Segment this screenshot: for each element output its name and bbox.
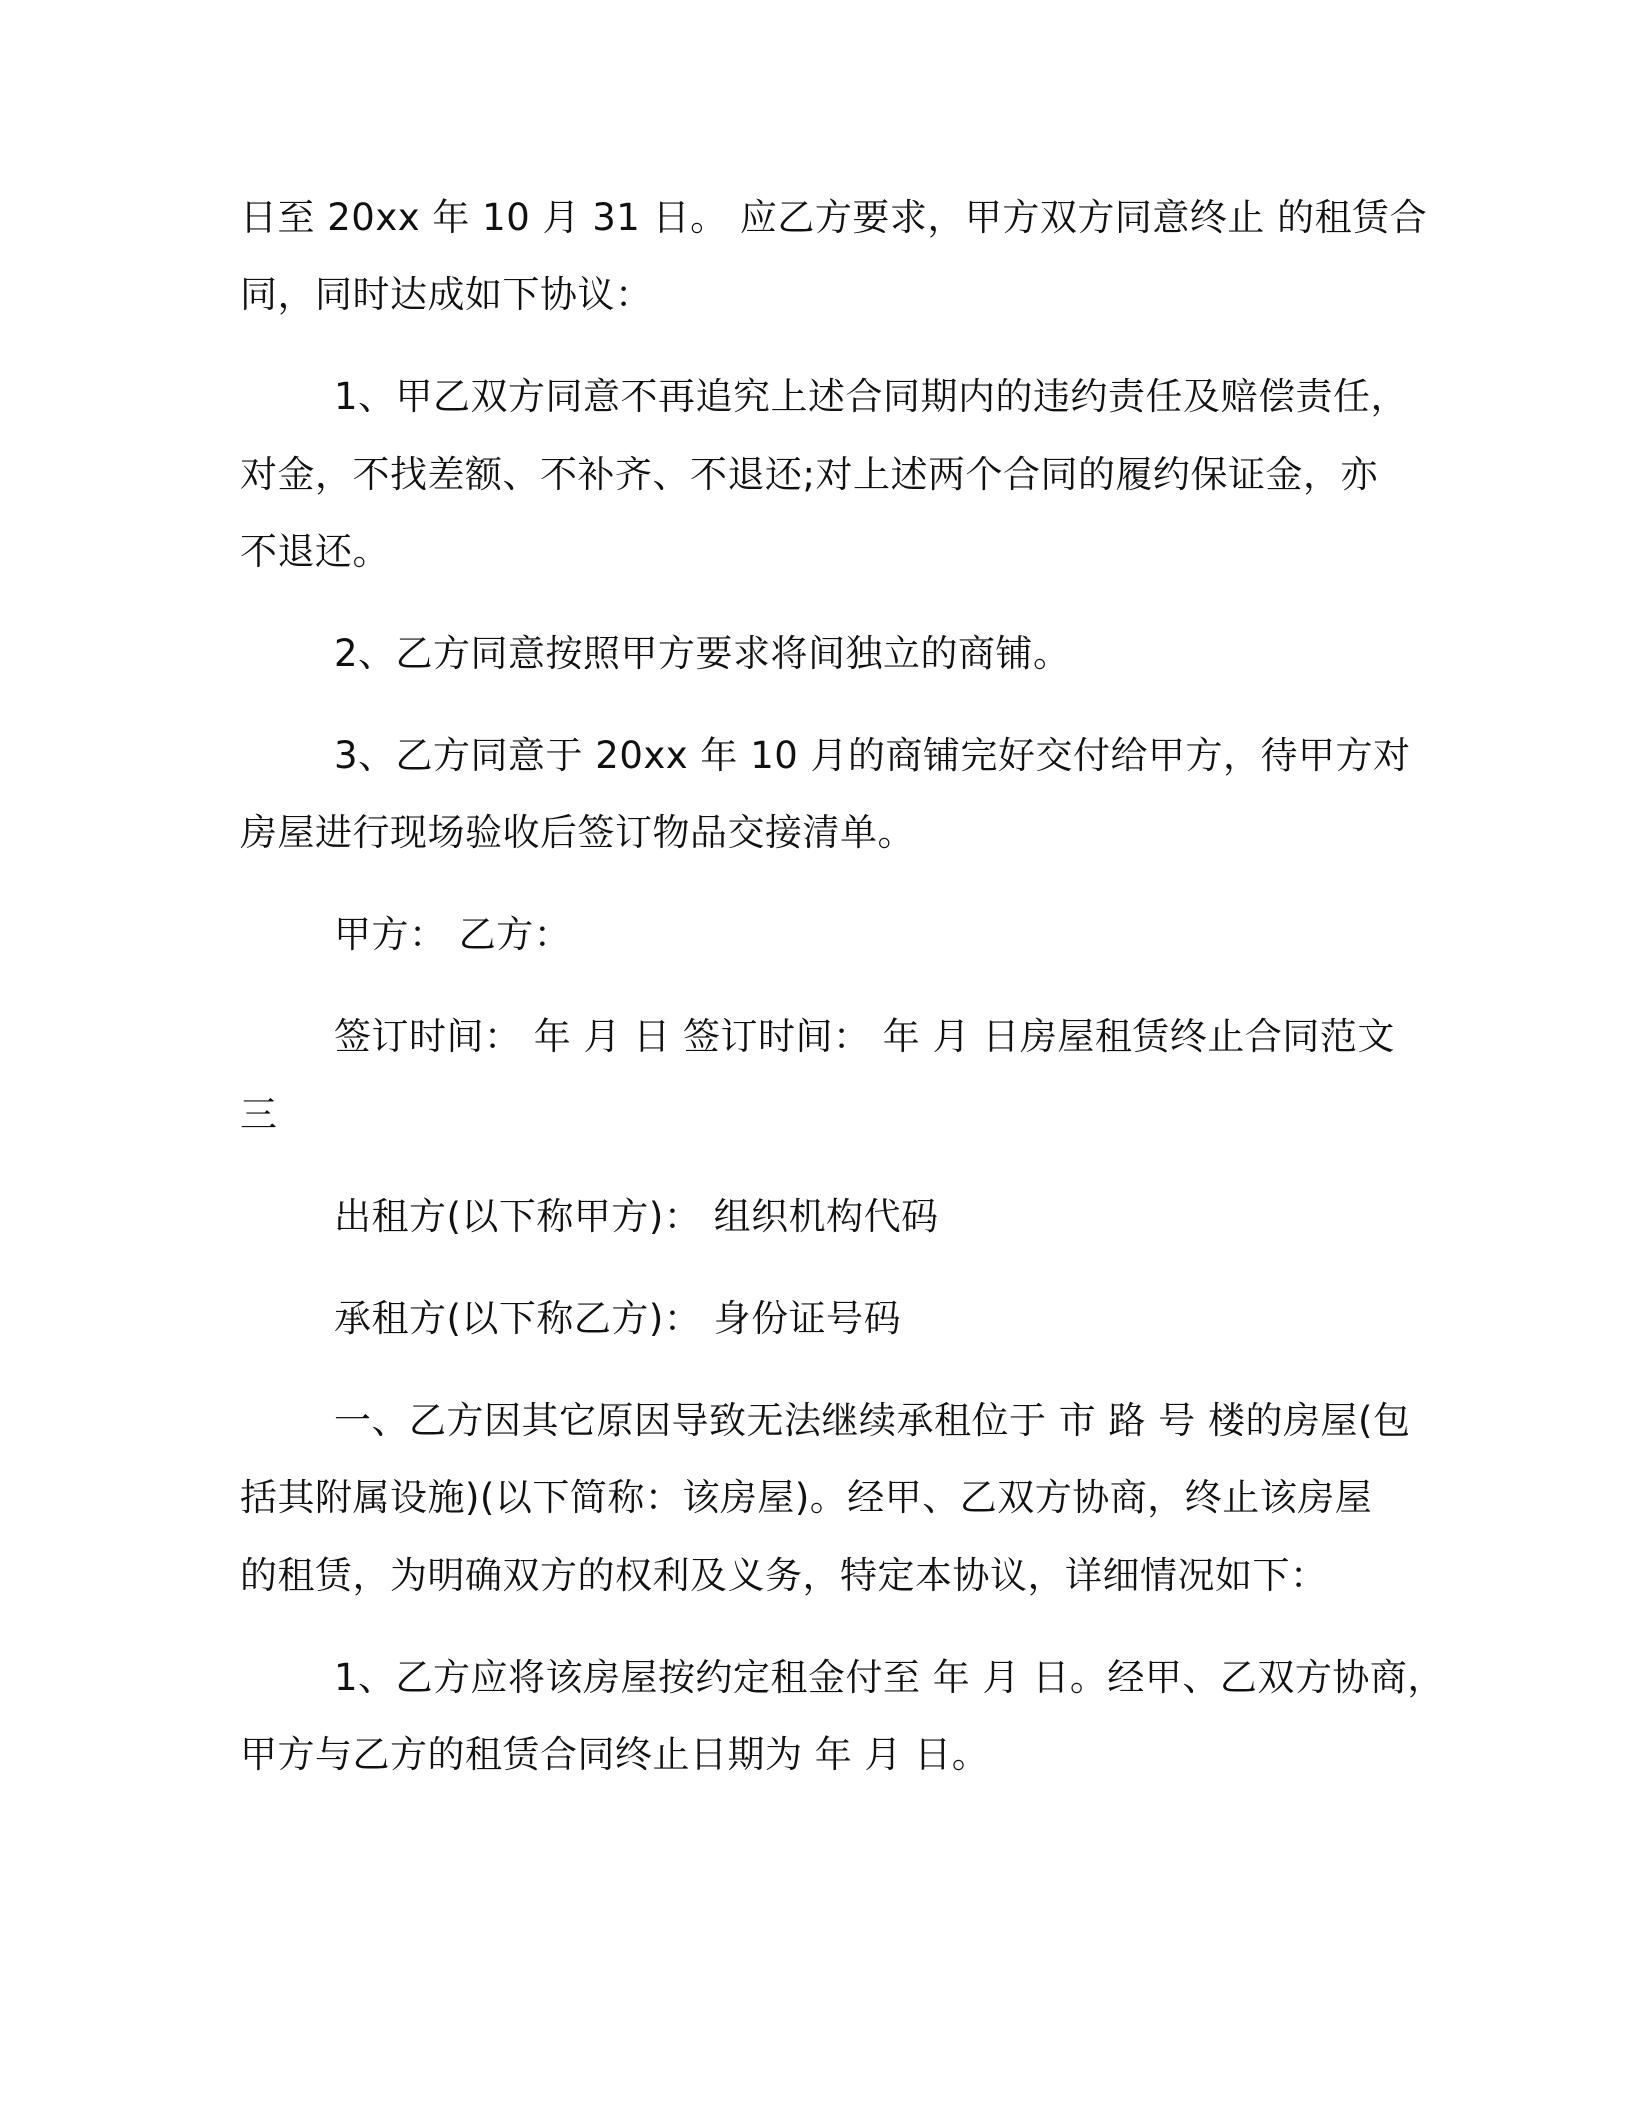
text-line: 的租赁，为明确双方的权利及义务，特定本协议，详细情况如下： [240,1554,1328,1597]
text-line: 签订时间： 年 月 日 签订时间： 年 月 日房屋租赁终止合同范文 [334,1015,1395,1058]
signature-parties: 甲方： 乙方： [334,913,572,956]
text-line: 日至 20xx 年 10 月 31 日。 应乙方要求，甲方双方同意终止 的租赁合 [240,196,1428,239]
text-line: 三 [240,1093,278,1136]
text-line: 1、乙方应将该房屋按约定租金付至 年 月 日。经甲、乙双方协商， [334,1656,1445,1699]
text-line: 甲方与乙方的租赁合同终止日期为 年 月 日。 [240,1733,990,1776]
text-line: 一、乙方因其它原因导致无法继续承租位于 市 路 号 楼的房屋(包 [334,1399,1411,1442]
lessor-line: 出租方(以下称甲方)： 组织机构代码 [334,1195,939,1238]
text-line: 对金，不找差额、不补齐、不退还;对上述两个合同的履约保证金，亦 [240,453,1378,496]
text-line: 2、乙方同意按照甲方要求将间独立的商铺。 [334,632,1071,675]
text-line: 不退还。 [240,530,390,573]
text-line: 房屋进行现场验收后签订物品交接清单。 [240,811,915,854]
text-line: 同，同时达成如下协议： [240,273,653,316]
text-line: 1、甲乙双方同意不再追究上述合同期内的违约责任及赔偿责任， [334,375,1409,418]
lessee-line: 承租方(以下称乙方)： 身份证号码 [334,1297,902,1340]
text-line: 3、乙方同意于 20xx 年 10 月的商铺完好交付给甲方，待甲方对 [334,734,1411,777]
text-line: 括其附属设施)(以下简称：该房屋)。经甲、乙双方协商，终止该房屋 [240,1476,1373,1519]
